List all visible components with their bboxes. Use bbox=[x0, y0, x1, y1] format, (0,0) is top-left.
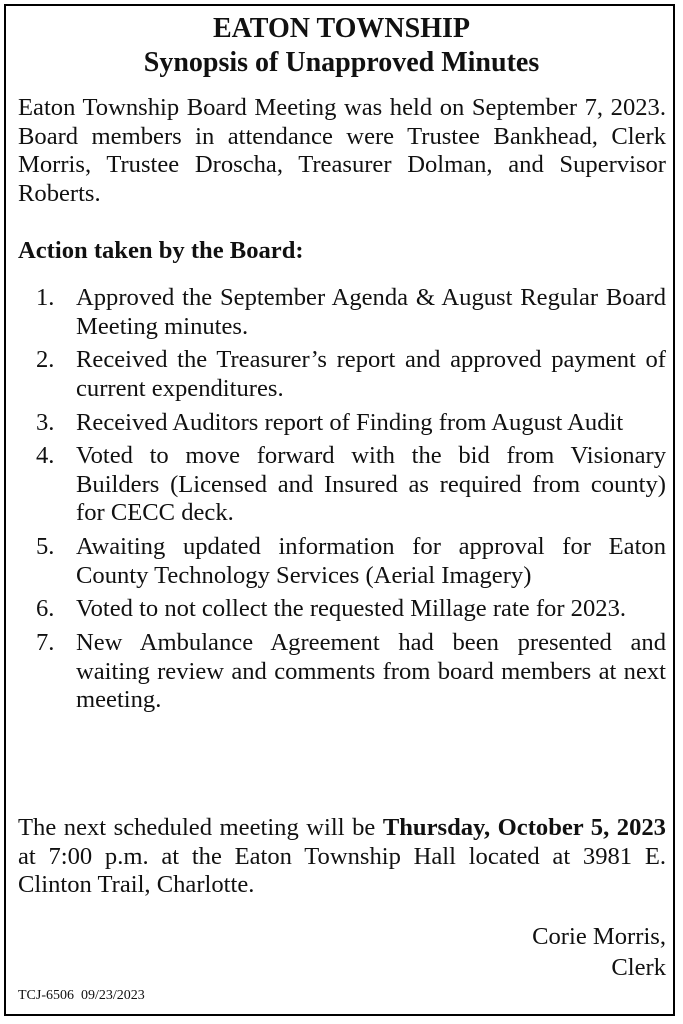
list-item-text: Received the Treasurer’s report and approved payment of current expenditures. bbox=[76, 346, 666, 402]
footer-ref: TCJ-6506 bbox=[18, 988, 74, 1003]
footer-reference bbox=[18, 987, 145, 1005]
list-item bbox=[0, 284, 683, 341]
list-item-number: 5. bbox=[36, 533, 55, 561]
list-item bbox=[0, 629, 683, 715]
action-heading: Action taken by the Board: bbox=[18, 237, 304, 264]
list-item bbox=[0, 409, 683, 438]
list-item-number: 4. bbox=[36, 442, 55, 470]
action-list bbox=[0, 284, 683, 720]
list-item-text: Voted to move forward with the bid from Visionary Builders (Licensed and Insured as required from county) for CECC deck. bbox=[76, 442, 666, 527]
list-item-number: 2. bbox=[36, 346, 55, 374]
list-item-text: Received Auditors report of Finding from August Audit bbox=[76, 408, 624, 436]
page-subtitle: Synopsis of Unapproved Minutes bbox=[143, 47, 540, 78]
list-item bbox=[0, 533, 683, 590]
next-meeting-paragraph bbox=[18, 814, 666, 900]
intro-paragraph: Eaton Township Board Meeting was held on September 7, 2023. Board members in attendance were Trustee Bankhead, Clerk Morris, Trustee Droscha, Treasurer Dolman, and Supervisor Roberts. bbox=[18, 94, 666, 207]
next-meeting-date: Thursday, October 5, 2023 bbox=[382, 814, 666, 841]
list-item-number: 1. bbox=[36, 284, 55, 311]
list-item-text: Approved the September Agenda & August Regular Board Meeting minutes. bbox=[76, 284, 666, 340]
list-item-number: 6. bbox=[36, 595, 55, 623]
page-title: EATON TOWNSHIP bbox=[212, 13, 470, 44]
next-meeting-suffix: at 7:00 p.m. at the Eaton Township Hall located at 3981 E. Clinton Trail, Charlotte. bbox=[18, 842, 666, 898]
list-item-number: 3. bbox=[36, 408, 55, 436]
list-item-text: Voted to not collect the requested Millage rate for 2023. bbox=[76, 595, 627, 623]
list-item bbox=[0, 442, 683, 528]
signature-name: Corie Morris, bbox=[532, 923, 666, 950]
list-item-text: New Ambulance Agreement had been presented and waiting review and comments from board members at next meeting. bbox=[76, 629, 666, 714]
list-item-number: 7. bbox=[36, 629, 55, 657]
list-item bbox=[0, 346, 683, 403]
next-meeting-prefix: The next scheduled meeting will be bbox=[18, 814, 383, 841]
list-item-text: Awaiting updated information for approval for Eaton County Technology Services (Aerial Imagery) bbox=[76, 533, 666, 589]
signature-title: Clerk bbox=[611, 954, 666, 981]
list-item bbox=[0, 595, 683, 624]
footer-date: 09/23/2023 bbox=[81, 988, 145, 1003]
